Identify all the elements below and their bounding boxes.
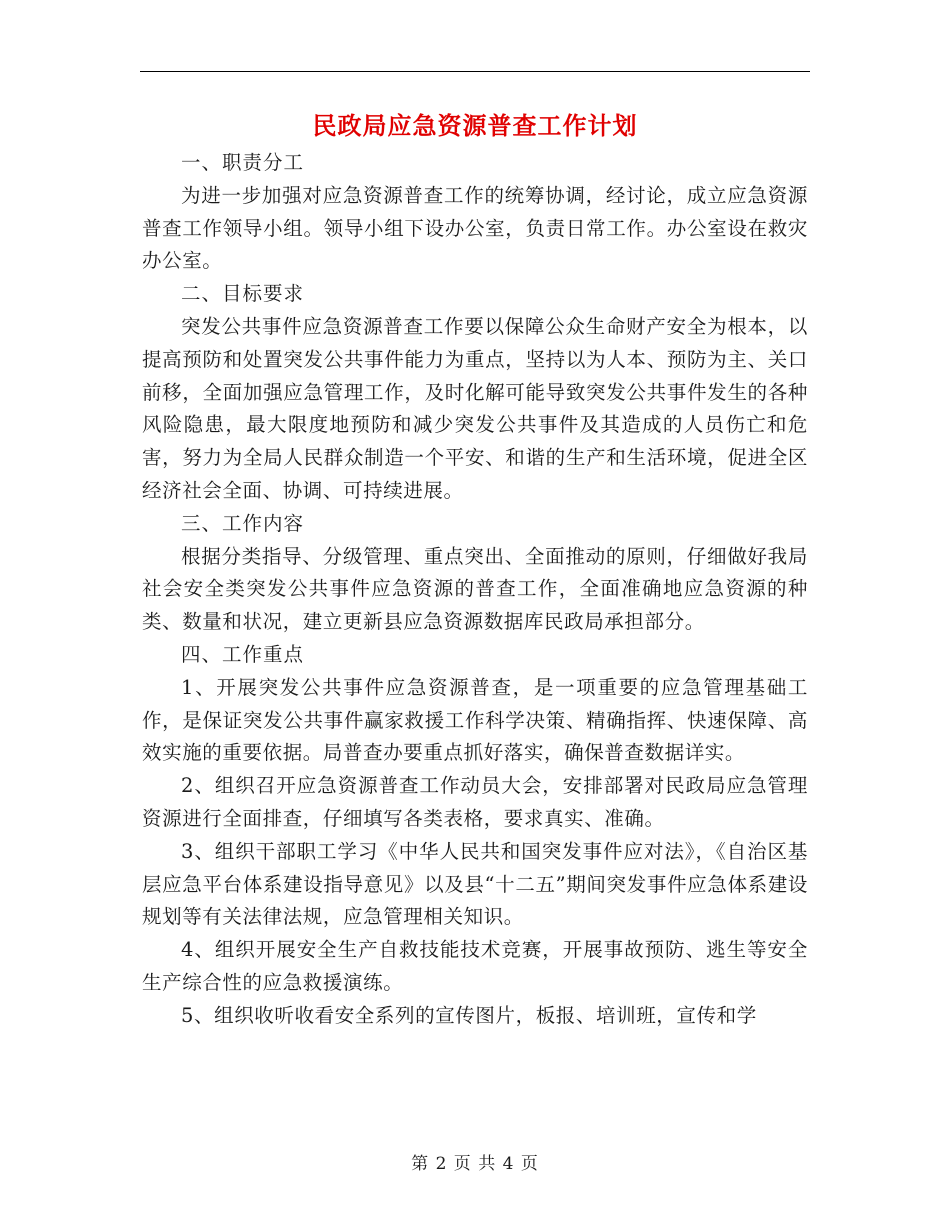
section-heading: 三、工作内容 [181, 511, 305, 535]
paragraph: 根据分类指导、分级管理、重点突出、全面推动的原则，仔细做好我局社会安全类突发公共事件应急资源的普查工作，全面准确地应急资源的种类、数量和状况，建立更新县应急资源数据库民政局承担部分。 [142, 544, 808, 634]
paragraph: 1、开展突发公共事件应急资源普查，是一项重要的应急管理基础工作，是保证突发公共事件赢家救援工作科学决策、精确指挥、快速保障、高效实施的重要依据。局普查办要重点抓好落实，确保普查数据详实。 [142, 675, 808, 765]
paragraph: 4、组织开展安全生产自救技能技术竞赛，开展事故预防、逃生等安全生产综合性的应急救援演练。 [142, 938, 808, 994]
page-footer: 第 2 页 共 4 页 [411, 1154, 539, 1174]
section-heading: 一、职责分工 [181, 151, 305, 174]
section-heading: 二、目标要求 [181, 282, 305, 306]
paragraph: 5、组织收听收看安全系列的宣传图片，板报、培训班，宣传和学 [181, 1003, 757, 1027]
paragraph: 为进一步加强对应急资源普查工作的统筹协调，经讨论，成立应急资源普查工作领导小组。领导小组下设办公室，负责日常工作。办公室设在救灾办公室。 [142, 183, 808, 273]
section-heading: 四、工作重点 [181, 642, 305, 666]
document-title: 民政局应急资源普查工作计划 [312, 111, 638, 140]
paragraph: 突发公共事件应急资源普查工作要以保障公众生命财产安全为根本，以提高预防和处置突发公共事件能力为重点，坚持以为人本、预防为主、关口前移，全面加强应急管理工作，及时化解可能导致突发公共事件发生的各种风险隐患，最大限度地预防和减少突发公共事件及其造成的人员伤亡和危害，努力为全局人民群众制造一个平安、和谐的生产和生活环境，促进全区经济社会全面、协调、可持续进展。 [142, 314, 808, 502]
document-body [142, 147, 808, 1033]
paragraph: 3、组织干部职工学习《中华人民共和国突发事件应对法》，《自治区基层应急平台体系建设指导意见》以及县“十二五”期间突发事件应急体系建设规划等有关法律法规，应急管理相关知识。 [142, 839, 808, 929]
header-rule [140, 71, 810, 72]
paragraph: 2、组织召开应急资源普查工作动员大会，安排部署对民政局应急管理资源进行全面排查，仔细填写各类表格，要求真实、准确。 [142, 774, 808, 830]
